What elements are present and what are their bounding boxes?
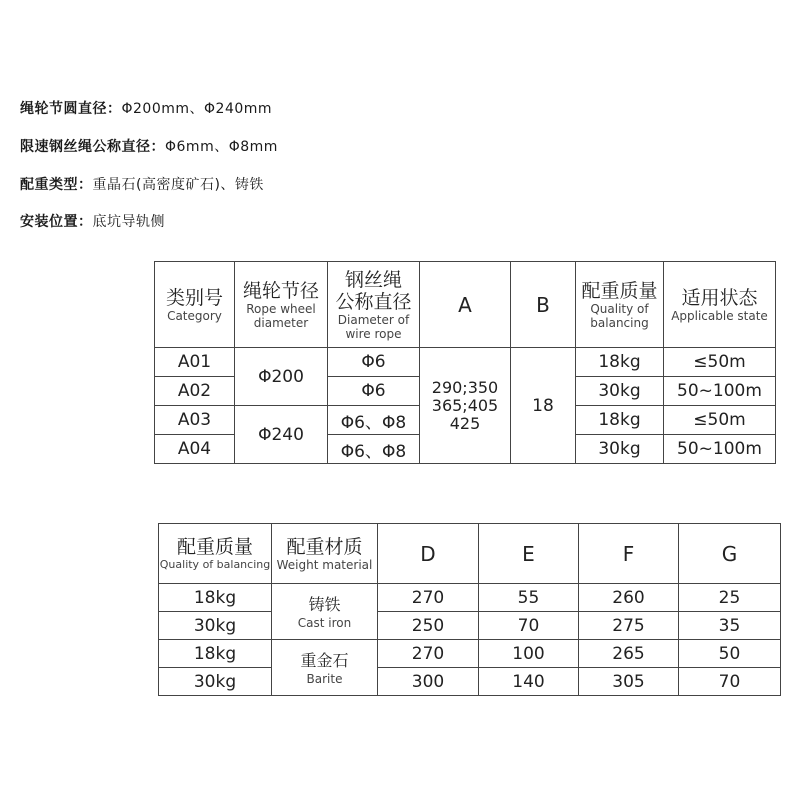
cell-e: 70 <box>479 612 579 640</box>
cell-state: 50~100m <box>664 377 776 406</box>
table-header-row <box>155 262 776 348</box>
cell-a-values <box>420 348 511 464</box>
header-g <box>679 524 781 584</box>
a-value: 425 <box>449 413 481 433</box>
header-rope-wheel <box>235 262 328 348</box>
spec-line-rope-diameter <box>20 136 278 156</box>
header-letter: A <box>458 292 472 317</box>
spec-value: Φ200mm、Φ240mm <box>121 101 273 117</box>
header-zh: 配重质量 <box>581 279 658 302</box>
header-e <box>479 524 579 584</box>
cell-material <box>272 640 378 696</box>
cell-mass: 30kg <box>159 612 272 640</box>
cell-f: 305 <box>579 668 679 696</box>
spec-label: 限速钢丝绳公称直径： <box>20 139 165 155</box>
header-f <box>579 524 679 584</box>
cell-rope: Φ6、Φ8 <box>328 406 420 435</box>
cell-category: A04 <box>155 435 235 464</box>
cell-category: A03 <box>155 406 235 435</box>
material-en: Barite <box>306 671 343 686</box>
a-value: 365;405 <box>431 395 499 415</box>
header-zh: 绳轮节径 <box>242 279 319 302</box>
spec-label: 安装位置： <box>20 214 93 230</box>
spec-table-dimensions <box>158 523 781 696</box>
cell-mass: 18kg <box>576 348 664 377</box>
table-row <box>159 584 781 612</box>
spec-label: 绳轮节圆直径： <box>20 101 122 117</box>
header-category <box>155 262 235 348</box>
header-letter: B <box>536 292 550 317</box>
cell-wheel: Φ200 <box>235 348 328 406</box>
table-row <box>155 348 776 377</box>
material-en: Cast iron <box>297 615 352 630</box>
header-zh: 钢丝绳 <box>344 268 402 291</box>
header-b <box>511 262 576 348</box>
cell-g: 70 <box>679 668 781 696</box>
cell-g: 25 <box>679 584 781 612</box>
cell-wheel: Φ240 <box>235 406 328 464</box>
header-en: Rope wheel <box>246 301 316 316</box>
header-zh: 配重质量 <box>176 535 253 558</box>
header-wire-rope <box>328 262 420 348</box>
table-header-row <box>159 524 781 584</box>
cell-e: 100 <box>479 640 579 668</box>
table-row <box>159 612 781 640</box>
header-d <box>378 524 479 584</box>
cell-f: 275 <box>579 612 679 640</box>
header-en: diameter <box>253 315 309 330</box>
header-zh: 公称直径 <box>335 290 412 313</box>
cell-g: 50 <box>679 640 781 668</box>
header-material <box>272 524 378 584</box>
cell-mass: 18kg <box>159 584 272 612</box>
header-letter: F <box>622 541 635 566</box>
spec-table-category <box>154 261 776 464</box>
spec-line-weight-type <box>20 174 264 194</box>
cell-rope: Φ6 <box>328 377 420 406</box>
header-zh: 类别号 <box>165 286 223 309</box>
header-en: Quality of <box>590 301 649 316</box>
cell-material <box>272 584 378 640</box>
header-en: Applicable state <box>671 308 768 323</box>
header-letter: D <box>420 541 436 566</box>
header-a <box>420 262 511 348</box>
header-letter: E <box>522 541 535 566</box>
cell-category: A02 <box>155 377 235 406</box>
table-row <box>159 640 781 668</box>
header-en: Weight material <box>276 557 373 572</box>
cell-mass: 30kg <box>576 377 664 406</box>
cell-d: 300 <box>378 668 479 696</box>
spec-value: Φ6mm、Φ8mm <box>165 139 278 155</box>
table-row <box>159 668 781 696</box>
cell-mass: 18kg <box>159 640 272 668</box>
header-state <box>664 262 776 348</box>
header-en: balancing <box>590 315 649 330</box>
a-value: 290;350 <box>431 377 499 397</box>
cell-mass: 30kg <box>159 668 272 696</box>
header-mass <box>159 524 272 584</box>
cell-rope: Φ6、Φ8 <box>328 435 420 464</box>
material-zh: 重金石 <box>300 650 349 670</box>
cell-d: 270 <box>378 584 479 612</box>
cell-mass: 18kg <box>576 406 664 435</box>
spec-label: 配重类型： <box>20 177 93 193</box>
cell-f: 265 <box>579 640 679 668</box>
header-zh: 适用状态 <box>681 286 758 309</box>
header-en: Diameter of <box>337 312 410 327</box>
spec-value: 底坑导轨侧 <box>92 214 165 230</box>
cell-state: ≤50m <box>664 348 776 377</box>
cell-state: 50~100m <box>664 435 776 464</box>
cell-e: 55 <box>479 584 579 612</box>
header-mass <box>576 262 664 348</box>
spec-value: 重晶石(高密度矿石)、铸铁 <box>92 177 264 193</box>
cell-category: A01 <box>155 348 235 377</box>
header-en: Quality of balancing <box>159 557 271 571</box>
cell-d: 270 <box>378 640 479 668</box>
header-letter: G <box>721 541 738 566</box>
cell-f: 260 <box>579 584 679 612</box>
cell-b-value: 18 <box>511 348 576 464</box>
spec-line-install-position <box>20 211 165 231</box>
header-zh: 配重材质 <box>286 535 363 558</box>
cell-rope: Φ6 <box>328 348 420 377</box>
header-en: Category <box>167 308 222 323</box>
cell-state: ≤50m <box>664 406 776 435</box>
cell-e: 140 <box>479 668 579 696</box>
cell-d: 250 <box>378 612 479 640</box>
spec-line-wheel-diameter <box>20 98 272 118</box>
header-en: wire rope <box>345 326 402 341</box>
cell-mass: 30kg <box>576 435 664 464</box>
material-zh: 铸铁 <box>308 594 341 614</box>
cell-g: 35 <box>679 612 781 640</box>
